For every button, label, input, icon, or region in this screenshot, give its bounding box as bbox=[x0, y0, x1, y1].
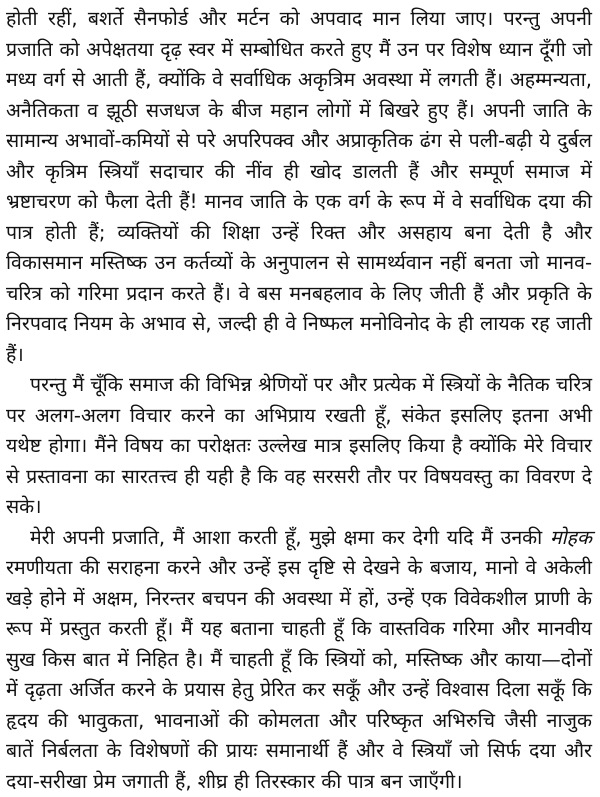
paragraph-1 bbox=[6, 4, 592, 370]
paragraph-3-italic-word: मोहक bbox=[550, 526, 592, 549]
paragraph-2 bbox=[6, 370, 592, 523]
paragraph-3-text-end: रमणीयता की सराहना करने और उन्हें इस दृष्टि से देखने के बजाय, मानो वे अकेली खड़े होने में अक्षम, निरन्तर बचपन की अवस्था में हों, उन्हें एक विवेकशील प्राणी के रूप में प्रस्तुत करती हूँ। मैं यह बताना चाहती हूँ कि वास्तविक गरिमा और मानवीय सुख किस बात में निहित है। मैं चाहती हूँ कि स्त्रियों को, मस्तिष्क और काया—दोनों में दृढ़ता अर्जित करने के प्रयास हेतु प्रेरित कर सकूँ और उन्हें विश्वास दिला सकूँ कि हृदय की भावुकता, भावनाओं की कोमलता और परिष्कृत अभिरुचि जैसी नाजुक बातें निर्बलता के विशेषणों की प्रायः समानार्थी हैं और वे स्त्रियाँ जो सिर्फ दया और दया-सरीखा प्रेम जगाती हैं, शीघ्र ही तिरस्कार की पात्र बन जाएँगी। bbox=[6, 556, 592, 793]
paragraph-3-text-start: मेरी अपनी प्रजाति, मैं आशा करती हूँ, मुझे क्षमा कर देगी यदि मैं उनकी bbox=[30, 526, 550, 549]
paragraph-1-text: होती रहीं, बशर्ते सैनफोर्ड और मर्टन को अपवाद मान लिया जाए। परन्तु अपनी प्रजाति को अपेक्षतया दृढ़ स्वर में सम्बोधित करते हुए मैं उन पर विशेष ध्यान दूँगी जो मध्य वर्ग से आती हैं, क्योंकि वे सर्वाधिक अकृत्रिम अवस्था में लगती हैं। अहम्मन्यता, अनैतिकता व झूठी सजधज के बीज महान लोगों में बिखरे हुए हैं। अपनी जाति के सामान्य अभावों-कमियों से परे अपरिपक्व और अप्राकृतिक ढंग से पली-बढ़ी ये दुर्बल और कृत्रिम स्त्रियाँ सदाचार की नींव ही खोद डालती हैं और सम्पूर्ण समाज में भ्रष्टाचरण को फैला देती हैं! मानव जाति के एक वर्ग के रूप में वे सर्वाधिक दया की पात्र होती हैं; व्यक्तियों की शिक्षा उन्हें रिक्त और असहाय बना देती है और विकासमान मस्तिष्क उन कर्तव्यों के अनुपालन से सामर्थ्यवान नहीं बनता जो मानव-चरित्र को गरिमा प्रदान करते हैं। वे बस मनबहलाव के लिए जीती हैं और प्रकृति के निरपवाद नियम के अभाव से, जल्दी ही वे निष्फल मनोविनोद के ही लायक रह जाती हैं। bbox=[6, 7, 592, 366]
paragraph-3 bbox=[6, 523, 592, 797]
paragraph-2-text: परन्तु मैं चूँकि समाज की विभिन्न श्रेणियों पर और प्रत्येक में स्त्रियों के नैतिक चरित्र पर अलग-अलग विचार करने का अभिप्राय रखती हूँ, संकेत इसलिए इतना अभी यथेष्ट होगा। मैंने विषय का परोक्षतः उल्लेख मात्र इसलिए किया है क्योंकि मेरे विचार से प्रस्तावना का सारतत्त्व ही यही है कि वह सरसरी तौर पर विषयवस्तु का विवरण दे सके। bbox=[6, 373, 592, 518]
